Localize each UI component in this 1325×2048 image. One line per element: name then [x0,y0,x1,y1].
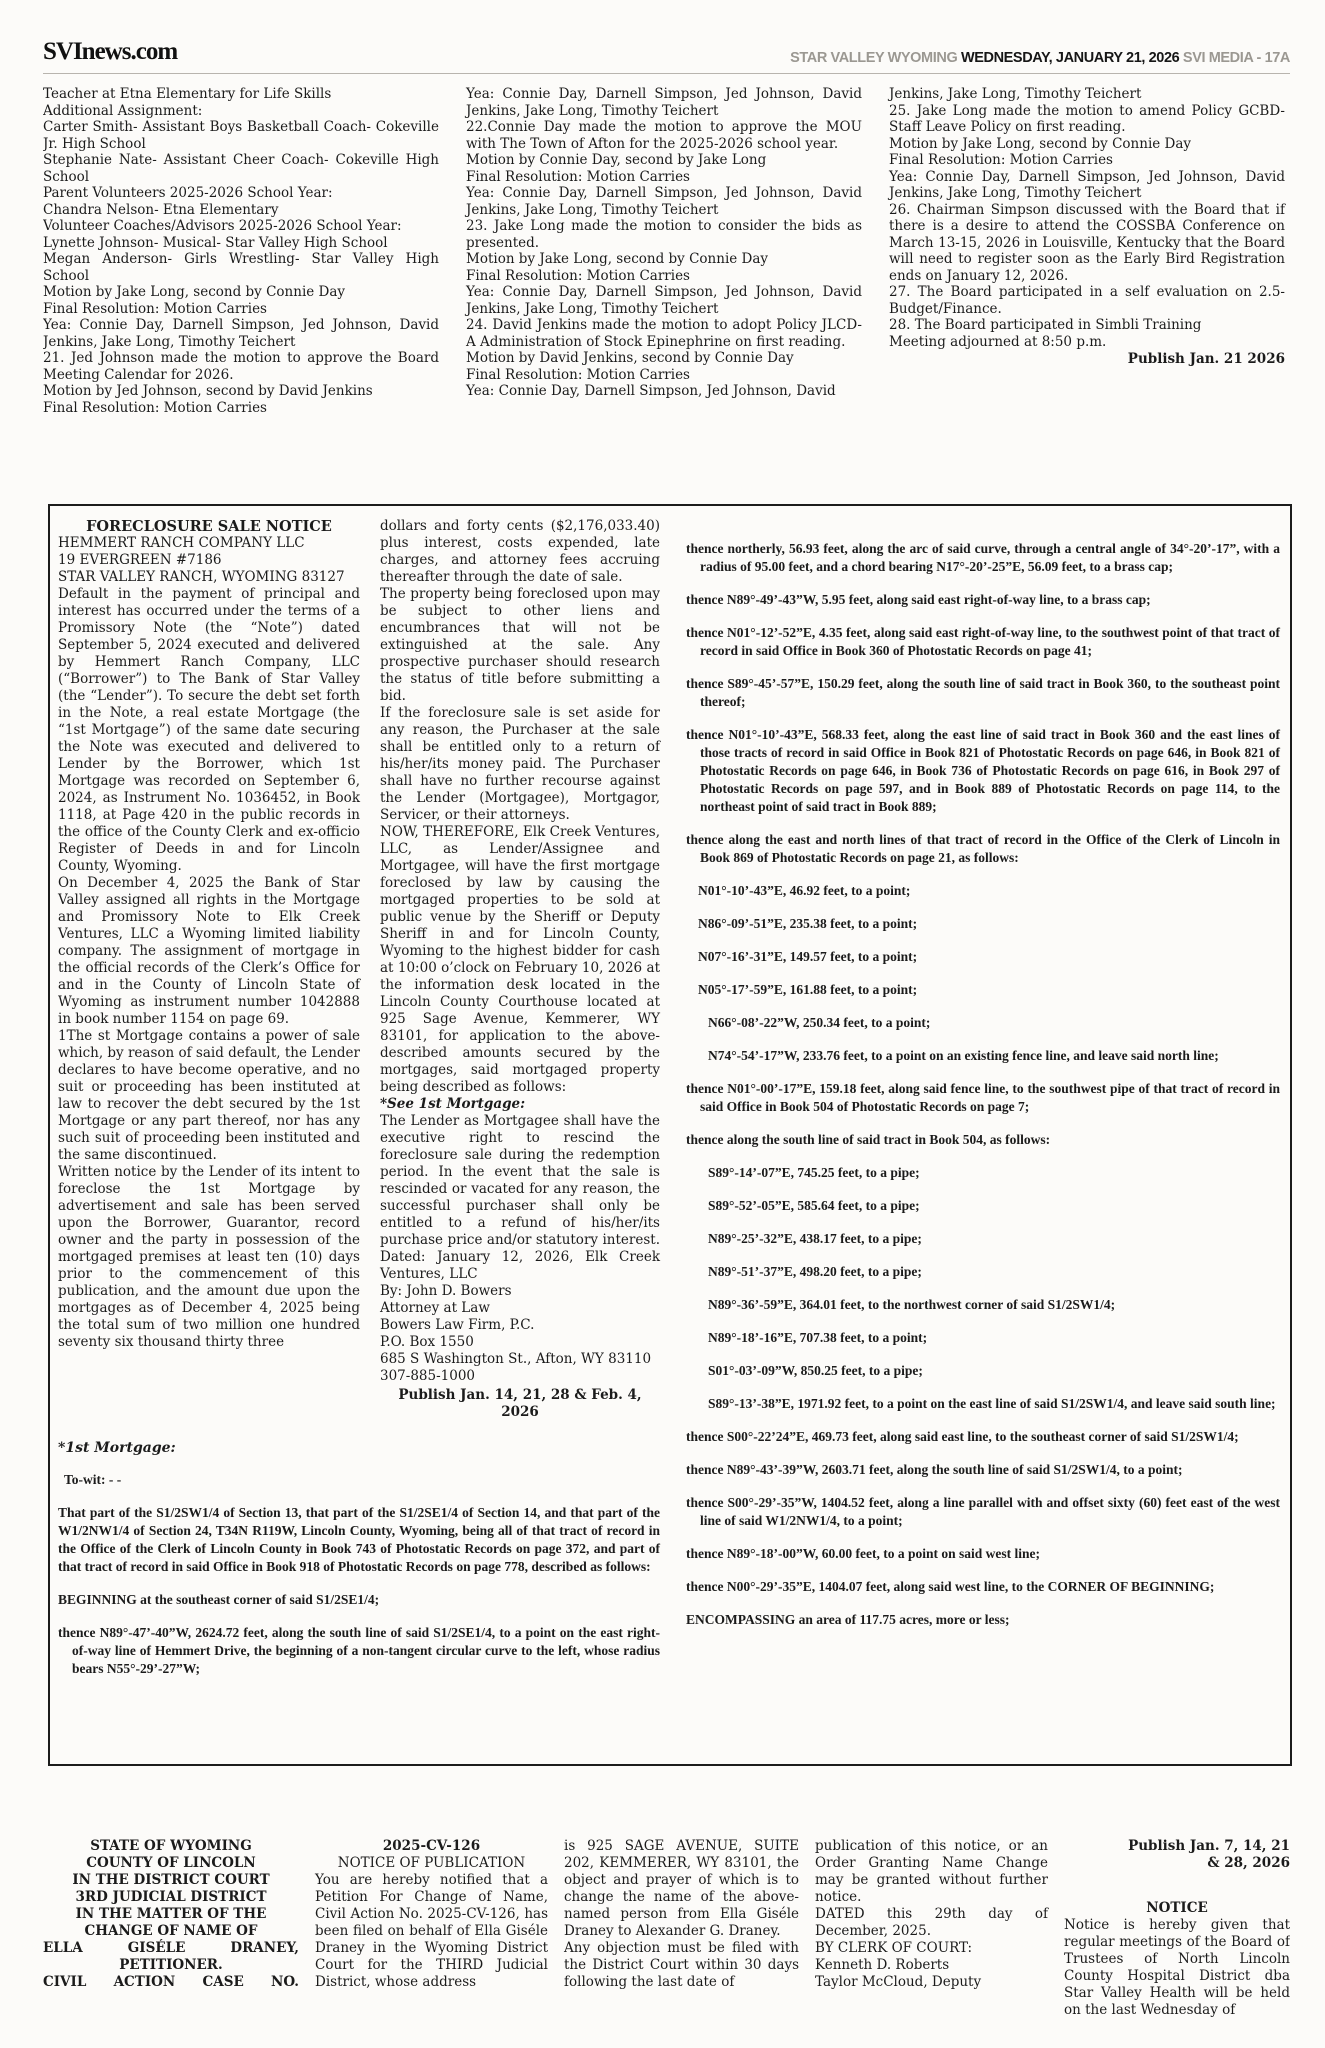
metes-clause: thence along the east and north lines of that tract of record in the Office of the Clerk of Lincoln in Book 869 of Photostatic Records on page 21, as follows: [686,832,1280,865]
tract-description: That part of the S1/2SW1/4 of Section 13, that part of the S1/2SE1/4 of Section 14, and that part of the W1/2NW1/4 of Section 24, T34N R119W, Lincoln County, Wyoming, being all of that tract of record in the Office of the Clerk of Lincoln County in Book 743 of Photostatic Records on page 372, and part of that tract of record in said Office in Book 918 of Photostatic Records on page 778, described as follows: [58,1505,660,1574]
court-caption-line: ELLA GISÉLE DRANEY, [43,1940,299,1956]
foreclosure-column-1 [58,518,360,1421]
metes-clause: N05°-17’-59”E, 161.88 feet, to a point; [698,982,918,997]
hospital-notice-body: Notice is hereby given that regular meetings of the Board of Trustees of North Lincoln County Hospital District dba Star Valley Health will be held on the last Wednesday of [1064,1917,1290,2018]
foreclosure-paragraph: NOW, THEREFORE, Elk Creek Ventures, LLC, as Lender/Assignee and Mortgagee, will have the first mortgage foreclosed by law by causing the mortgaged properties to be sold at public venue by the Sheriff or Deputy Sheriff in and for Lincoln County, Wyoming to the highest bidder for cash at 10:00 o’clock on February 10, 2026 at the information desk located in the Lincoln County Courthouse located at 925 Sage Avenue, Kemmerer, WY 83101, for application to the above-described amounts secured by the mortgages, said mortgaged property being described as follows: [380,824,660,1095]
minutes-paragraph: Additional Assignment: [43,102,203,119]
board-minutes-section [43,86,1290,494]
court-caption-column [43,1838,299,2019]
name-change-line: Kenneth D. Roberts [815,1957,950,1973]
masthead-dateline [790,50,1290,66]
masthead-location: STAR VALLEY WYOMING [790,50,961,66]
hospital-notice-column [1064,1838,1290,2019]
foreclosure-paragraph: Bowers Law Firm, P.C. [380,1317,535,1333]
minutes-paragraph: Carter Smith- Assistant Boys Basketball Coach- Cokeville Jr. High School [43,119,439,152]
foreclosure-left [58,518,660,1764]
minutes-paragraph: Final Resolution: Motion Carries [889,152,1113,168]
case-number: 2025-CV-126 [382,1838,481,1854]
metes-clause: thence S89°-45’-57”E, 150.29 feet, along the south line of said tract in Book 360, to the southeast point thereof; [686,676,1280,709]
foreclosure-paragraph: If the foreclosure sale is set aside for any reason, the Purchaser at the sale shall be entitled only to a return of his/her/its money paid. The Purchaser shall have no further recourse against the Lender (Mortgagee), Mortgagor, Servicer, or their attorneys. [380,705,660,823]
minutes-paragraph: Megan Anderson- Girls Wrestling- Star Valley High School [43,251,439,284]
metes-clause: thence N89°-18’-00”W, 60.00 feet, to a point on said west line; [686,1546,1040,1561]
metes-clause: thence along the south line of said tract in Book 504, as follows: [686,1132,1051,1147]
minutes-paragraph: Final Resolution: Motion Carries [43,300,267,317]
foreclosure-notice [48,504,1292,1766]
foreclosure-paragraph: P.O. Box 1550 [380,1334,474,1350]
metes-clause: S89°-52’-05”E, 585.64 feet, to a pipe; [708,1198,920,1213]
name-change-line: publication of this notice, or an Order Granting Name Change may be granted without further notice. [815,1838,1048,1905]
notice-of-publication-title: NOTICE OF PUBLICATION [337,1855,526,1871]
metes-clause: thence N89°-49’-43”W, 5.95 feet, along said east right-of-way line, to a brass cap; [686,592,1151,607]
metes-clause: thence N01°-00’-17”E, 159.18 feet, along said fence line, to the southwest pipe of that tract of record in said Office in Book 504 of Photostatic Records on page 7; [686,1081,1280,1114]
foreclosure-paragraph: 685 S Washington St., Afton, WY 83110 [380,1351,652,1367]
first-mortgage-label: *1st Mortgage: [58,1440,176,1456]
metes-clause: N01°-10’-43”E, 46.92 feet, to a point; [698,883,911,898]
court-caption-line: 3RD JUDICIAL DISTRICT [75,1889,267,1905]
minutes-paragraph: Yea: Connie Day, Darnell Simpson, Jed Johnson, David Jenkins, Jake Long, Timothy Teichert [466,284,862,317]
foreclosure-paragraph: STAR VALLEY RANCH, WYOMING 83127 [58,569,345,585]
metes-clause: N89°-36’-59”E, 364.01 feet, to the northwest corner of said S1/2SW1/4; [708,1297,1116,1312]
metes-clause: thence N01°-12’-52”E, 4.35 feet, along said east right-of-way line, to the southwest point of that tract of record in said Office in Book 360 of Photostatic Records on page 41; [686,625,1280,658]
minutes-paragraph: Yea: Connie Day, Darnell Simpson, Jed Johnson, David Jenkins, Jake Long, Timothy Teichert [466,86,862,119]
minutes-paragraph: Stephanie Nate- Assistant Cheer Coach- Cokeville High School [43,152,439,185]
court-caption-line: COUNTY OF LINCOLN [86,1855,256,1871]
minutes-paragraph: Lynette Johnson- Musical- Star Valley High School [43,234,388,251]
minutes-paragraph: Final Resolution: Motion Carries [466,168,690,185]
see-first-mortgage-label: *See 1st Mortgage: [380,1096,526,1112]
first-thence-clause: thence N89°-47’-40”W, 2624.72 feet, along the south line of said S1/2SE1/4, to a point on the east right-of-way line of Hemmert Drive, the beginning of a non-tangent circular curve to the left, whose radius bears N55°-29’-27”W; [58,1625,660,1676]
masthead-date: WEDNESDAY, JANUARY 21, 2026 [960,50,1180,66]
court-caption-line: PETITIONER. [119,1957,223,1973]
foreclosure-column-2 [380,518,660,1421]
metes-clause: N74°-54’-17”W, 233.76 feet, to a point on an existing fence line, and leave said north line; [708,1048,1219,1063]
court-caption-line: STATE OF WYOMING [90,1838,252,1854]
foreclosure-paragraph: 307-885-1000 [380,1368,476,1384]
name-change-line: BY CLERK OF COURT: [815,1940,973,1956]
minutes-paragraph: 28. The Board participated in Simbli Training [889,317,1202,333]
site-name: SVInews.com [43,38,178,65]
name-change-line: DATED this 29th day of December, 2025. [815,1906,1048,1939]
minutes-paragraph: Motion by Jed Johnson, second by David Jenkins [43,383,373,399]
court-caption-line: CHANGE OF NAME OF [84,1923,258,1939]
foreclosure-paragraph: By: John D. Bowers [380,1283,512,1299]
minutes-paragraph: Yea: Connie Day, Darnell Simpson, Jed Johnson, David Jenkins, Jake Long, Timothy Teichert [889,168,1285,201]
minutes-paragraph: Meeting adjourned at 8:50 p.m. [889,333,1107,350]
minutes-paragraph: 27. The Board participated in a self evaluation on 2.5-Budget/Finance. [889,284,1285,317]
legal-description-block [58,1439,660,1678]
minutes-paragraph: Yea: Connie Day, Darnell Simpson, Jed Johnson, David Jenkins, Jake Long, Timothy Teichert [466,185,862,218]
name-change-body: Any objection must be filed with the District Court within 30 days following the last date of [564,1940,799,1990]
metes-clause: S89°-14’-07”E, 745.25 feet, to a pipe; [708,1165,920,1180]
minutes-column-2 [466,86,862,494]
metes-clause: N86°-09’-51”E, 235.38 feet, to a point; [698,916,918,931]
foreclosure-paragraph: 1The st Mortgage contains a power of sale which, by reason of said default, the Lender declares to have become operative, and no suit or proceeding has been instituted at law to recover the debt secured by the 1st Mortgage or any part thereof, nor has any such suit of proceeding been instituted and the same discontinued. [58,1028,360,1163]
name-change-column-2 [564,1838,799,2019]
minutes-paragraph: Motion by David Jenkins, second by Connie Day [466,350,794,366]
minutes-publish-line: Publish Jan. 21 2026 [1127,351,1285,367]
metes-clause: S89°-13’-38”E, 1971.92 feet, to a point on the east line of said S1/2SW1/4, and leave said south line; [708,1396,1276,1411]
foreclosure-paragraph: Default in the payment of principal and interest has occurred under the terms of a Promissory Note (the “Note”) dated September 5, 2024 executed and delivered by Hemmert Ranch Company, LLC (“Borrower”) to The Bank of Star Valley (the “Lender”). To secure the debt set forth in the Note, a real estate Mortgage (the “1st Mortgage”) of the same date securing the Note was executed and delivered to Lender by the Borrower, which 1st Mortgage was recorded on September 6, 2024, as Instrument No. 1036452, in Book 1118, at Page 420 in the public records in the office of the County Clerk and ex-officio Register of Deeds in and for Lincoln County, Wyoming. [58,586,360,874]
minutes-paragraph: Final Resolution: Motion Carries [466,366,690,383]
minutes-paragraph: Volunteer Coaches/Advisors 2025-2026 School Year: [43,218,402,234]
foreclosure-paragraph: On December 4, 2025 the Bank of Star Valley assigned all rights in the Mortgage and Promissory Note to Elk Creek Ventures, LLC a Wyoming limited liability company. The assignment of mortgage in the official records of the Clerk’s Office for and in the County of Lincoln State of Wyoming as instrument number 1042888 in book number 1154 on page 69. [58,875,360,1027]
metes-clause: thence N01°-10’-43”E, 568.33 feet, along the east line of said tract in Book 360 and the east lines of those tracts of record in said Office in Book 821 of Photostatic Records on page 646, in Book 821 of Photostatic Records on page 646, in Book 736 of Photostatic Records on page 616, in Book 297 of Photostatic Records on page 597, and in Book 889 of Photostatic Records on page 114, to the northeast point of said tract in Book 889; [686,727,1280,814]
foreclosure-publish-line: Publish Jan. 14, 21, 28 & Feb. 4, 2026 [398,1387,642,1420]
minutes-paragraph: Motion by Connie Day, second by Jake Long [466,152,767,168]
hospital-notice-title: NOTICE [1146,1900,1208,1916]
page-header [43,0,1290,74]
minutes-paragraph: Final Resolution: Motion Carries [43,399,267,416]
metes-clause: N07°-16’-31”E, 149.57 feet, to a point; [698,949,918,964]
name-change-body: is 925 SAGE AVENUE, SUITE 202, KEMMERER, WY 83101, the object and prayer of which is to change the name of the above-named person from Ella Giséle Draney to Alexander G. Draney. [564,1838,799,1939]
metes-clause: thence N89°-43’-39”W, 2603.71 feet, along the south line of said S1/2SW1/4, to a point; [686,1462,1183,1477]
name-change-column-1 [315,1838,548,2019]
foreclosure-title: FORECLOSURE SALE NOTICE [86,518,332,535]
minutes-column-3 [889,86,1285,494]
court-caption-line: IN THE DISTRICT COURT [72,1872,270,1888]
minutes-paragraph: 21. Jed Johnson made the motion to approve the Board Meeting Calendar for 2026. [43,350,439,383]
minutes-column-1 [43,86,439,494]
foreclosure-paragraph: Written notice by the Lender of its intent to foreclose the 1st Mortgage by advertisement and sale has been served upon the Borrower, Guarantor, record owner and the party in possession of the mortgaged premises at least ten (10) days prior to the commencement of this publication, and the amount due upon the mortgages as of December 4, 2025 being the total sum of two million one hundred seventy six thousand thirty three [58,1164,360,1350]
minutes-paragraph: 23. Jake Long made the motion to consider the bids as presented. [466,218,862,251]
minutes-paragraph: Chandra Nelson- Etna Elementary [43,201,279,218]
masthead-page-number: SVI MEDIA - 17A [1179,50,1290,66]
metes-clause: thence S00°-22’24”E, 469.73 feet, along said east line, to the southeast corner of said S1/2SW1/4; [686,1429,1239,1444]
metes-clause: N66°-08’-22”W, 250.34 feet, to a point; [708,1015,931,1030]
foreclosure-paragraph: HEMMERT RANCH COMPANY LLC [58,535,305,551]
minutes-paragraph: Teacher at Etna Elementary for Life Skills [43,86,332,102]
minutes-paragraph: Motion by Jake Long, second by Connie Day [43,284,346,300]
court-caption-line: IN THE MATTER OF THE [75,1906,267,1922]
metes-clause: ENCOMPASSING an area of 117.75 acres, more or less; [686,1612,1010,1627]
metes-and-bounds-column [686,518,1280,1764]
foreclosure-paragraph: The Lender as Mortgagee shall have the executive right to rescind the foreclosure sale during the redemption period. In the event that the sale is rescinded or vacated for any reason, the successful purchaser shall only be entitled to a refund of his/her/its purchase price and/or statutory interest. Dated: January 12, 2026, Elk Creek Ventures, LLC [380,1113,660,1282]
minutes-paragraph: 24. David Jenkins made the motion to adopt Policy JLCD-A Administration of Stock Epinephrine on first reading. [466,317,862,350]
metes-clause: N89°-51’-37”E, 498.20 feet, to a pipe; [708,1264,922,1279]
minutes-paragraph: Motion by Jake Long, second by Connie Day [889,135,1192,152]
to-wit-line: To-wit: - - [64,1472,122,1487]
metes-clause: S01°-03’-09”W, 850.25 feet, to a pipe; [708,1363,923,1378]
court-caption-line: CIVIL ACTION CASE NO. [43,1974,299,1990]
legal-notices-section [43,1838,1290,2019]
minutes-paragraph: 22.Connie Day made the motion to approve the MOU with The Town of Afton for the 2025-2026 school year. [466,119,862,152]
foreclosure-paragraph: The property being foreclosed upon may be subject to other liens and encumbrances that will not be extinguished at the sale. Any prospective purchaser should research the status of title before submitting a bid. [380,586,660,704]
foreclosure-paragraph: dollars and forty cents ($2,176,033.40) plus interest, costs expended, late charges, and attorney fees accruing thereafter through the date of sale. [380,518,660,585]
foreclosure-paragraph: Attorney at Law [380,1300,490,1316]
metes-clause: N89°-18’-16”E, 707.38 feet, to a point; [708,1330,928,1345]
minutes-paragraph: 26. Chairman Simpson discussed with the Board that if there is a desire to attend the COSSBA Conference on March 13-15, 2026 in Louisville, Kentucky that the Board will need to register soon as the Early Bird Registration ends on January 12, 2026. [889,201,1285,284]
minutes-paragraph: Motion by Jake Long, second by Connie Day [466,251,769,267]
metes-clause: thence northerly, 56.93 feet, along the arc of said curve, through a central angle of 34°-20’-17”, with a radius of 95.00 feet, and a chord bearing N17°-20’-25”E, 56.09 feet, to a brass cap; [686,541,1280,574]
foreclosure-paragraph: 19 EVERGREEN #7186 [58,552,222,568]
minutes-paragraph: Yea: Connie Day, Darnell Simpson, Jed Johnson, David Jenkins, Jake Long, Timothy Teichert [43,317,439,350]
name-change-line: Taylor McCloud, Deputy [815,1974,982,1990]
name-change-body: You are hereby notified that a Petition For Change of Name, Civil Action No. 2025-CV-126, has been filed on behalf of Ella Giséle Draney in the Wyoming District Court for the THIRD Judicial District, whose address [315,1872,548,1990]
metes-clause: N89°-25’-32”E, 438.17 feet, to a pipe; [708,1231,922,1246]
minutes-paragraph: Jenkins, Jake Long, Timothy Teichert [889,86,1142,102]
minutes-paragraph: Yea: Connie Day, Darnell Simpson, Jed Johnson, David [466,383,836,399]
metes-clause: thence S00°-29’-35”W, 1404.52 feet, along a line parallel with and offset sixty (60) feet east of the west line of said W1/2NW1/4, to a point; [686,1495,1280,1528]
name-change-column-3 [815,1838,1048,2019]
minutes-paragraph: 25. Jake Long made the motion to amend Policy GCBD-Staff Leave Policy on first reading. [889,102,1285,135]
beginning-clause: BEGINNING at the southeast corner of said S1/2SE1/4; [58,1592,380,1607]
minutes-paragraph: Parent Volunteers 2025-2026 School Year: [43,185,333,201]
name-change-publish-line: Publish Jan. 7, 14, 21 & 28, 2026 [1128,1838,1290,1871]
minutes-paragraph: Final Resolution: Motion Carries [466,267,690,284]
metes-clause: thence N00°-29’-35”E, 1404.07 feet, along said west line, to the CORNER OF BEGINNING; [686,1579,1215,1594]
